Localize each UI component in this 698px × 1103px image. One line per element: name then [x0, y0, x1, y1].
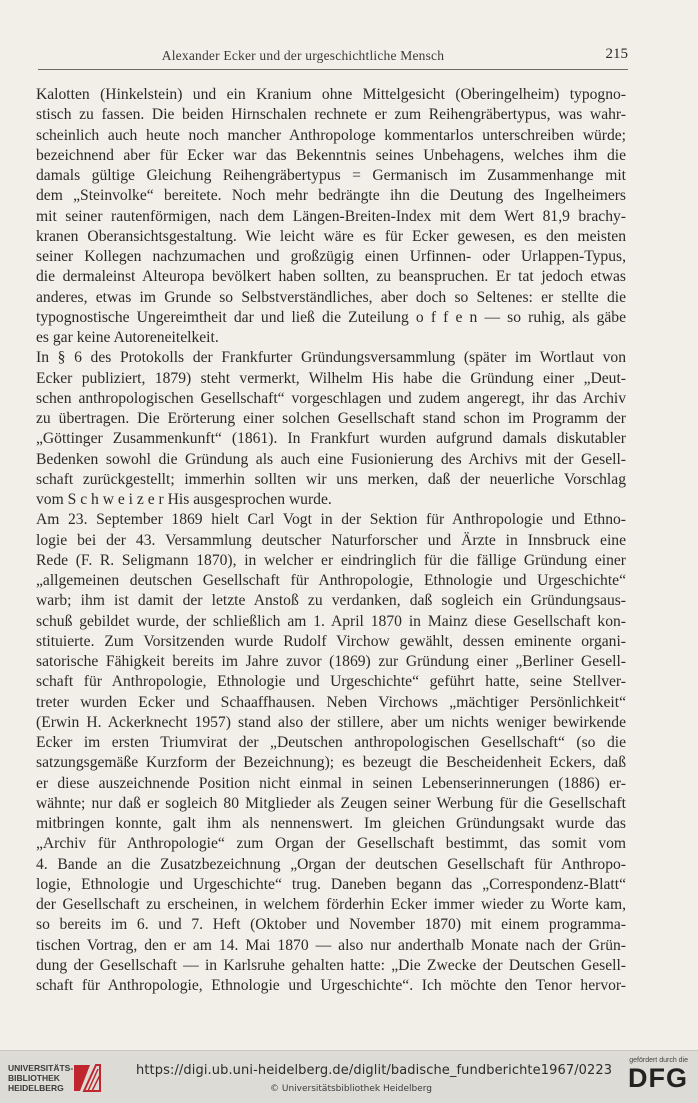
text-line: schuß gebildet wurde, der schließlich am 1. April 1870 in Mainz diese Gesellschaft kon-	[36, 612, 626, 630]
text-line: seiner Kollegen nachzumachen und großzügig einen Urfinnen- oder Urlappen-Typus,	[36, 248, 626, 265]
document-url-link[interactable]: https://digi.ub.uni-heidelberg.de/diglit/badische_fundberichte1967/0223	[136, 1063, 613, 1078]
text-line: 4. Bande an die Zusatzbezeichnung „Organ der deutschen Gesellschaft für Anthropo-	[36, 855, 626, 873]
text-line: tischen Vortrag, den er am 14. Mai 1870 — also nur anderthalb Monate nach der Grün-	[36, 936, 626, 954]
text-line: mit seiner rautenförmigen, nach dem Längen-Breiten-Index mit dem Wert 81,9 brachy-	[36, 207, 626, 225]
text-line: logie, Ethnologie und Urgeschichte“ trug. Daneben begann das „Correspondenz-Blatt“	[36, 875, 626, 893]
text-line: stituierte. Zum Vorsitzenden wurde Rudolf Virchow gewählt, dessen eminente organi-	[36, 632, 626, 650]
text-line: kranen Oberansichtsgestaltung. Wie leicht wäre es für Ecker gewesen, es den meisten	[36, 227, 626, 245]
text-line: Rede (F. R. Seligmann 1870), in welcher er eindringlich für die fällige Gründung einer	[36, 551, 626, 569]
text-line: scheinlich auch heute noch mancher Anthropologe kommentarlos unterschreiben würde;	[36, 126, 626, 144]
text-line: warb; ihm ist damit der letzte Anstoß zu verdanken, daß sogleich ein Gründungsaus-	[36, 592, 626, 610]
text-line: der Gesellschaft zu erscheinen, in welchem förderhin Ecker immer wieder zu Worte kam,	[36, 896, 626, 913]
text-line: Kalotten (Hinkelstein) und ein Kranium ohne Mittelgesicht (Oberingelheim) typogno-	[36, 86, 626, 103]
text-line: In § 6 des Protokolls der Frankfurter Gründungsversammlung (später im Wortlaut von	[36, 349, 626, 367]
text-line: er diese auszeichnende Position nicht einmal in seinen Lebenserinnerungen (1886) er-	[36, 774, 626, 792]
text-line: es gar keine Autoreneitelkeit.	[36, 329, 219, 346]
text-line: treter wurden Ecker und Schaaffhausen. Neben Virchows „mächtiger Persönlichkeit“	[36, 693, 626, 711]
viewer-footer	[0, 1050, 698, 1103]
text-line: anderes, etwas im Grunde so Selbstverständliches, aber doch so Seltenes: er stellte die	[36, 288, 626, 306]
text-line: dung der Gesellschaft — in Karlsruhe gehalten hatte: „Die Zwecke der Deutschen Gesell-	[36, 956, 626, 974]
text-line: „allgemeinen deutschen Gesellschaft für Anthropologie, Ethnologie und Urgeschichte“	[36, 572, 626, 589]
text-line: typognostische Ungereimtheit dar und ließ die Zuteilung o f f e n — so ruhig, als gäbe	[36, 308, 626, 326]
text-line: schaft für Anthropologie, Ethnologie und Urgeschichte“. Ich möchte den Tenor hervor-	[36, 977, 626, 994]
text-line: so bereits im 6. und 7. Heft (Oktober und November 1870) mit einem programma-	[36, 916, 626, 934]
library-name	[8, 1063, 73, 1093]
text-line: „Archiv für Anthropologie“ zum Organ der Gesellschaft bestimmt, das somit vom	[36, 835, 626, 853]
text-line: vom S c h w e i z e r His ausgesprochen wurde.	[36, 491, 332, 508]
text-line: satorische Fähigkeit bereits im Jahre zuvor (1869) zur Gründung einer „Berliner Gesell-	[36, 653, 626, 670]
library-name-line: HEIDELBERG	[8, 1083, 64, 1093]
text-line: schaft für Anthropologie, Ethnologie und Urgeschichte“ geführt hatte, seine Stellver-	[36, 673, 626, 691]
text-line: zu übertragen. Die Erörterung einer solchen Gesellschaft stand schon im Programm der	[36, 410, 626, 427]
dfg-wordmark: DFG	[628, 1063, 688, 1093]
text-line: stisch zu fassen. Die beiden Hirnschalen rechnete er zum Reihengräbertypus, was wahr-	[36, 106, 626, 124]
text-line: damals gültige Gleichung Reihengräbertypus = Germanisch im Zusammenhange mit	[36, 167, 626, 184]
text-line: satzungsgemäße Kurzform der Bezeichnung); es bezeugt die Bescheidenheit Eckers, daß	[36, 754, 626, 772]
text-line: wähnte; nur daß er sogleich 80 Mitglieder als Zeugen seiner Werbung für die Gesellschaft	[36, 794, 626, 812]
text-line: Am 23. September 1869 hielt Carl Vogt in der Sektion für Anthropologie und Ethno-	[36, 511, 626, 529]
text-line: Ecker im ersten Triumvirat der „Deutschen anthropologischen Gesellschaft“ (so die	[36, 734, 626, 751]
library-name-line: BIBLIOTHEK	[8, 1073, 60, 1083]
text-line: logie bei der 43. Versammlung deutscher Naturforscher und Ärzte in Innsbruck eine	[36, 531, 626, 549]
dfg-logo[interactable]	[608, 1057, 688, 1097]
text-line: „Göttinger Zusammenkunft“ (1861). In Frankfurt wurden aufgrund damals diskutabler	[36, 430, 626, 448]
library-emblem-icon	[70, 1061, 104, 1095]
text-line: mitbringen konnte, galt ihm als nennenswert. Im gleichen Gründungsakt wurde das	[36, 815, 626, 832]
body-text	[36, 85, 626, 996]
funding-note: gefördert durch die	[629, 1057, 688, 1064]
running-head: Alexander Ecker und der urgeschichtliche Mensch	[161, 48, 445, 63]
text-line: Ecker publiziert, 1879) steht vermerkt, Wilhelm His habe die Gründung einer „Deut-	[36, 369, 626, 387]
text-line: bezeichnend aber für Ecker war das Bekenntnis seines Unbehagens, welches ihm die	[36, 146, 626, 164]
text-line: dem „Steinvolke“ bereitete. Noch mehr bedrängte ihn die Deutung des Ingelheimers	[36, 187, 626, 205]
page-number: 215	[605, 46, 628, 62]
text-line: Bedenken sowohl die Gründung als auch eine Fusionierung des Archivs mit der Gesell-	[36, 450, 626, 468]
library-name-line: UNIVERSITÄTS-	[8, 1063, 74, 1073]
text-line: schen anthropologischen Gesellschaft“ vorgeschlagen und zudem angeregt, ihr das Archiv	[36, 389, 626, 407]
header-rule	[38, 69, 628, 70]
text-line: schaft zurückgestellt; immerhin sollten wir uns merken, daß der neuerliche Vorschlag	[36, 470, 626, 488]
page-header	[38, 42, 628, 72]
library-logo[interactable]	[8, 1061, 128, 1097]
text-line: die dermaleinst Alteuropa bevölkert haben sollten, zu beanspruchen. Er tat jedoch etwas	[36, 268, 626, 286]
text-line: (Erwin H. Ackerknecht 1957) stand also der stillere, aber um nichts weniger bewirkende	[36, 713, 626, 731]
copyright-notice: © Universitätsbibliothek Heidelberg	[270, 1084, 433, 1094]
